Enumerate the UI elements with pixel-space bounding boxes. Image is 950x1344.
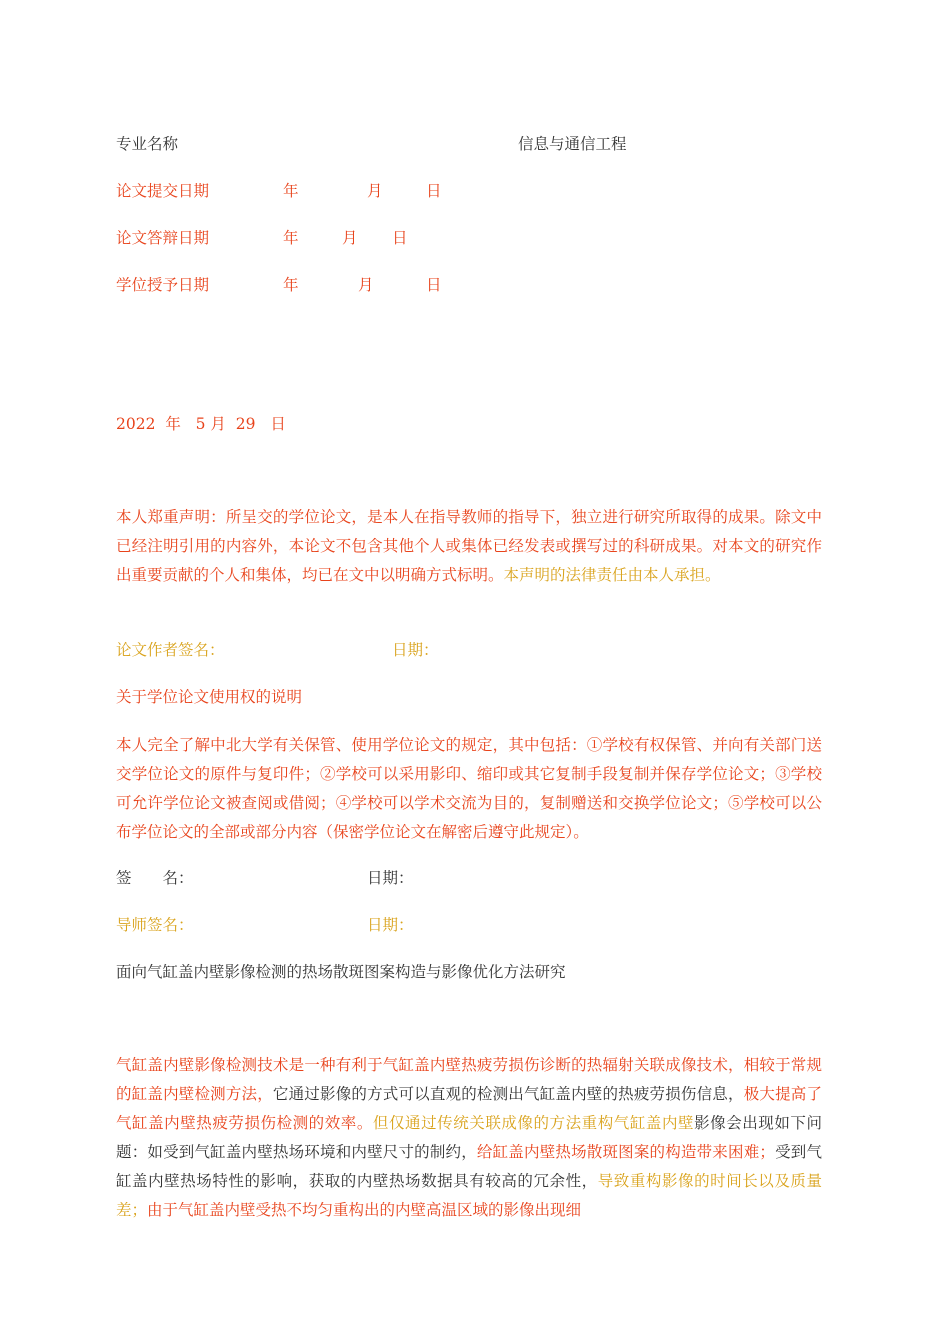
author-signature-label: 论文作者签名： <box>116 641 225 659</box>
abstract-seg-1: 气缸盖内壁影像检测技术是一种有利于气缸盖内壁热疲劳损伤诊断的热辐射关联成像技术，相较于常规的缸盖内壁检测方法， <box>116 1056 822 1103</box>
submit-month: 月 <box>367 182 383 200</box>
date-year-num: 2022 <box>116 415 156 433</box>
defense-date-label: 论文答辩日期 <box>116 229 210 247</box>
author-date-label: 日期： <box>392 641 439 659</box>
abstract-seg-8: 导致重构影像的时间长以及质量差； <box>116 1172 822 1219</box>
usage-heading: 关于学位论文使用权的说明 <box>116 688 303 706</box>
date-month-num: 5 <box>195 415 206 433</box>
abstract-seg-9: 由于气缸盖内壁受热不均匀重构出的内壁高温区域的影像出现细 <box>147 1201 582 1219</box>
advisor-date-label: 日期： <box>367 916 414 934</box>
major-value: 信息与通信工程 <box>518 135 627 153</box>
declaration-text: 本人郑重声明：所呈交的学位论文，是本人在指导教师的指导下，独立进行研究所取得的成果。除文中已经注明引用的内容外，本论文不包含其他个人或集体已经发表或撰写过的科研成果。对本文的研究作出重要贡献的个人和集体，均已在文中以明确方式标明。 <box>116 508 822 584</box>
defense-year: 年 <box>283 229 299 247</box>
abstract-seg-3: 极大提高了气缸盖内壁热疲劳损伤检测的效率。 <box>116 1085 822 1132</box>
award-day: 日 <box>426 276 442 294</box>
signature-date-label: 日期： <box>367 869 414 887</box>
date-year: 年 <box>165 415 181 433</box>
originality-declaration <box>116 503 822 590</box>
award-date-label: 学位授予日期 <box>116 276 210 294</box>
abstract-seg-2: 它通过影像的方式可以直观的检测出气缸盖内壁的热疲劳损伤信息， <box>272 1085 744 1103</box>
abstract-seg-4: 但仅通过传统关联成像的方法重构气缸盖内壁 <box>372 1114 695 1132</box>
abstract-seg-6: 给缸盖内壁热场散斑图案的构造带来困难； <box>476 1143 775 1161</box>
submit-date-label: 论文提交日期 <box>116 182 210 200</box>
award-year: 年 <box>283 276 299 294</box>
abstract-seg-5: 影像会出现如下问题：如受到气缸盖内壁热场环境和内壁尺寸的制约， <box>116 1114 822 1161</box>
date-day: 日 <box>270 415 286 433</box>
advisor-signature-label: 导师签名： <box>116 916 194 934</box>
signature-label: 签 名： <box>116 869 194 887</box>
date-day-num: 29 <box>235 415 256 433</box>
abstract-paragraph <box>116 1051 822 1225</box>
submit-day: 日 <box>426 182 442 200</box>
defense-month: 月 <box>342 229 358 247</box>
defense-day: 日 <box>392 229 408 247</box>
award-month: 月 <box>358 276 374 294</box>
abstract-seg-7: 受到气缸盖内壁热场特性的影响，获取的内壁热场数据具有较高的冗余性， <box>116 1143 822 1190</box>
submit-year: 年 <box>283 182 299 200</box>
declaration-liability: 本声明的法律责任由本人承担。 <box>503 566 721 584</box>
date-month: 月 <box>210 415 226 433</box>
major-label: 专业名称 <box>116 135 179 153</box>
document-date <box>116 414 286 434</box>
thesis-title: 面向气缸盖内壁影像检测的热场散斑图案构造与影像优化方法研究 <box>116 963 566 981</box>
usage-rights-text: 本人完全了解中北大学有关保管、使用学位论文的规定，其中包括：①学校有权保管、并向有关部门送交学位论文的原件与复印件；②学校可以采用影印、缩印或其它复制手段复制并保存学位论文；③学校可允许学位论文被查阅或借阅；④学校可以学术交流为目的，复制赠送和交换学位论文；⑤学校可以公布学位论文的全部或部分内容（保密学位论文在解密后遵守此规定）。 <box>116 736 822 841</box>
